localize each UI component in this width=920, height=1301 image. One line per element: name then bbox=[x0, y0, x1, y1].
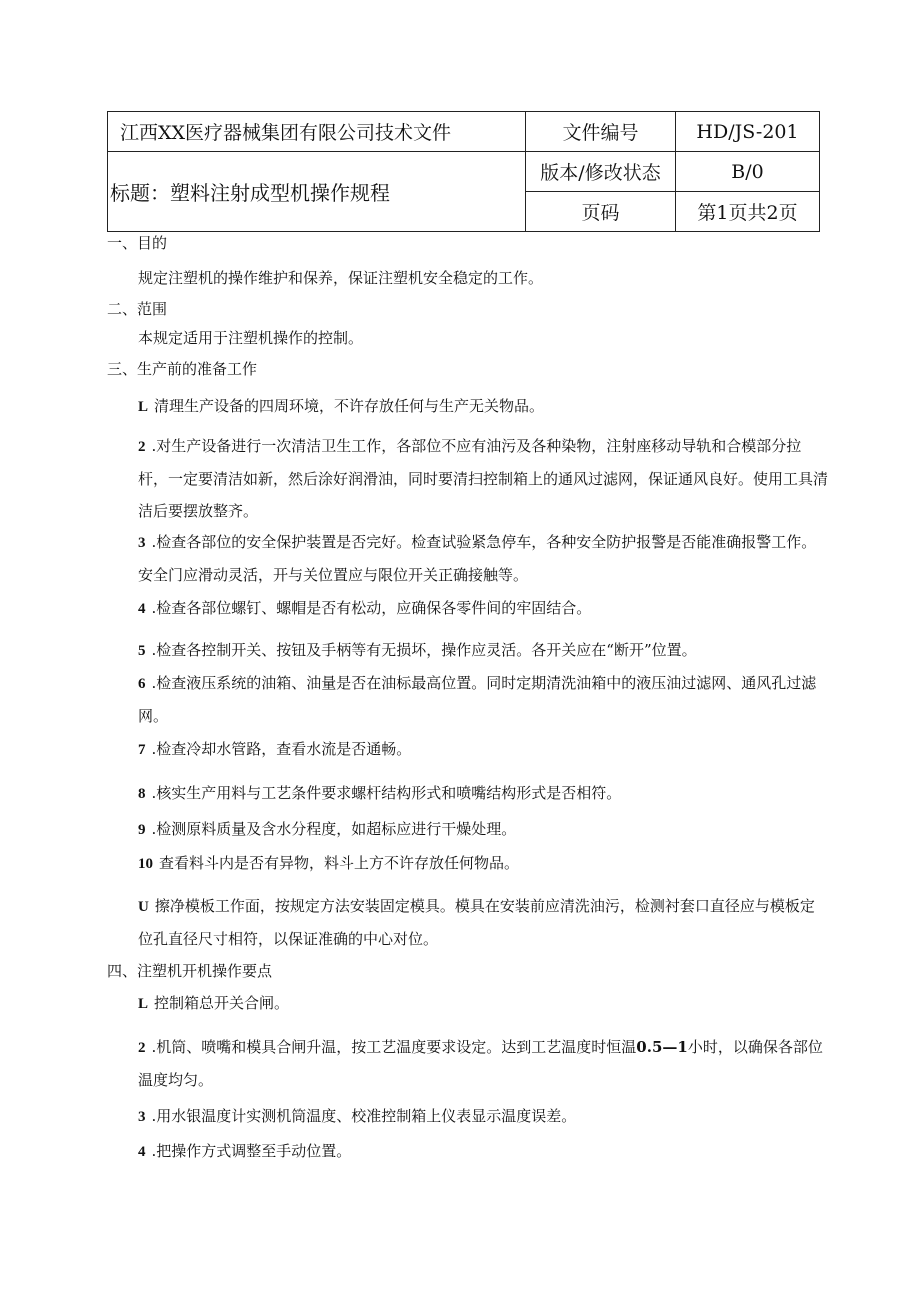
item-text: 清理生产设备的四周环境，不许存放任何与生产无关物品。 bbox=[154, 397, 545, 415]
item-text: .检测原料质量及含水分程度，如超标应进行干燥处理。 bbox=[151, 820, 517, 838]
list-item bbox=[138, 847, 828, 880]
list-item bbox=[138, 777, 828, 810]
list-item bbox=[138, 1135, 828, 1168]
list-item bbox=[138, 813, 828, 846]
item-number: 8 bbox=[138, 786, 146, 802]
list-item bbox=[138, 1100, 828, 1133]
list-item bbox=[138, 526, 828, 591]
item-text: .把操作方式调整至手动位置。 bbox=[151, 1142, 352, 1160]
item-text: .检查冷却水管路，查看水流是否通畅。 bbox=[151, 740, 412, 758]
item-text: .检查各部位螺钉、螺帽是否有松动，应确保各零件间的牢固结合。 bbox=[151, 599, 592, 617]
item-text: 擦净模板工作面，按规定方法安装固定模具。模具在安装前应清洗油污，检测衬套口直径应与模板定位孔直径尺寸相符，以保证准确的中心对位。 bbox=[138, 897, 815, 948]
doc-no-value: HD/JS-201 bbox=[676, 112, 820, 152]
item-number: 4 bbox=[138, 1144, 146, 1160]
item-number: 10 bbox=[138, 856, 153, 872]
page-label: 页码 bbox=[526, 192, 676, 232]
list-item bbox=[138, 667, 828, 732]
document-title: 标题：塑料注射成型机操作规程 bbox=[108, 152, 526, 232]
item-number: U bbox=[138, 899, 149, 915]
item-text: .机筒、喷嘴和模具合闸升温，按工艺温度要求设定。达到工艺温度时恒温 bbox=[151, 1038, 637, 1056]
item-number: 9 bbox=[138, 822, 146, 838]
item-number: 2 bbox=[138, 1040, 146, 1056]
item-text: 查看料斗内是否有异物，料斗上方不许存放任何物品。 bbox=[159, 854, 520, 872]
item-text: .用水银温度计实测机筒温度、校准控制箱上仪表显示温度误差。 bbox=[151, 1107, 577, 1125]
item-number: L bbox=[138, 996, 149, 1012]
item-number: L bbox=[138, 399, 149, 415]
item-number: 4 bbox=[138, 601, 146, 617]
section-2-title: 二、范围 bbox=[107, 300, 168, 318]
item-text: .核实生产用料与工艺条件要求螺杆结构形式和喷嘴结构形式是否相符。 bbox=[151, 784, 622, 802]
list-item bbox=[138, 634, 828, 667]
item-text: .检查各控制开关、按钮及手柄等有无损坏，操作应灵活。各开关应在“断开”位置。 bbox=[151, 641, 697, 659]
item-number: 7 bbox=[138, 742, 146, 758]
item-number: 5 bbox=[138, 643, 146, 659]
item-number: 3 bbox=[138, 535, 146, 551]
item-number: 6 bbox=[138, 676, 146, 692]
section-1-title: 一、目的 bbox=[107, 234, 168, 252]
list-item bbox=[138, 592, 828, 625]
list-item bbox=[138, 733, 828, 766]
section-4-title: 四、注塑机开机操作要点 bbox=[107, 962, 273, 980]
list-item bbox=[138, 430, 828, 527]
item-text: .对生产设备进行一次清洁卫生工作，各部位不应有油污及各种染物，注射座移动导轨和合模部分拉杆，一定要清洁如新，然后涂好润滑油，同时要清扫控制箱上的通风过滤网，保证通风良好。使用工具清洁后要摆放整齐。 bbox=[138, 437, 829, 520]
list-item bbox=[138, 987, 828, 1020]
page-value: 第1页共2页 bbox=[676, 192, 820, 232]
company-name: 江西XX医疗器械集团有限公司技术文件 bbox=[108, 112, 526, 152]
section-3-title: 三、生产前的准备工作 bbox=[107, 360, 258, 378]
section-1-text: 规定注塑机的操作维护和保养，保证注塑机安全稳定的工作。 bbox=[138, 269, 544, 287]
list-item bbox=[138, 390, 828, 423]
doc-no-label: 文件编号 bbox=[526, 112, 676, 152]
item-text: 控制箱总开关合闸。 bbox=[154, 994, 290, 1012]
list-item bbox=[138, 890, 828, 955]
version-value: B/0 bbox=[676, 152, 820, 192]
version-label: 版本/修改状态 bbox=[526, 152, 676, 192]
section-2-text: 本规定适用于注塑机操作的控制。 bbox=[138, 329, 364, 347]
item-text: .检查液压系统的油箱、油量是否在油标最高位置。同时定期清洗油箱中的液压油过滤网、通风孔过滤网。 bbox=[138, 674, 817, 725]
item-text: 小时，以确保各部位温度均匀。 bbox=[138, 1038, 823, 1089]
item-text: .检查各部位的安全保护装置是否完好。检查试验紧急停车，各种安全防护报警是否能准确报警工作。安全门应滑动灵活，开与关位置应与限位开关正确接触等。 bbox=[138, 533, 817, 584]
list-item bbox=[138, 1031, 828, 1096]
item-text-bold: 0.5—1 bbox=[636, 1038, 688, 1056]
document-header-table bbox=[107, 111, 820, 232]
item-number: 3 bbox=[138, 1109, 146, 1125]
item-number: 2 bbox=[138, 439, 146, 455]
